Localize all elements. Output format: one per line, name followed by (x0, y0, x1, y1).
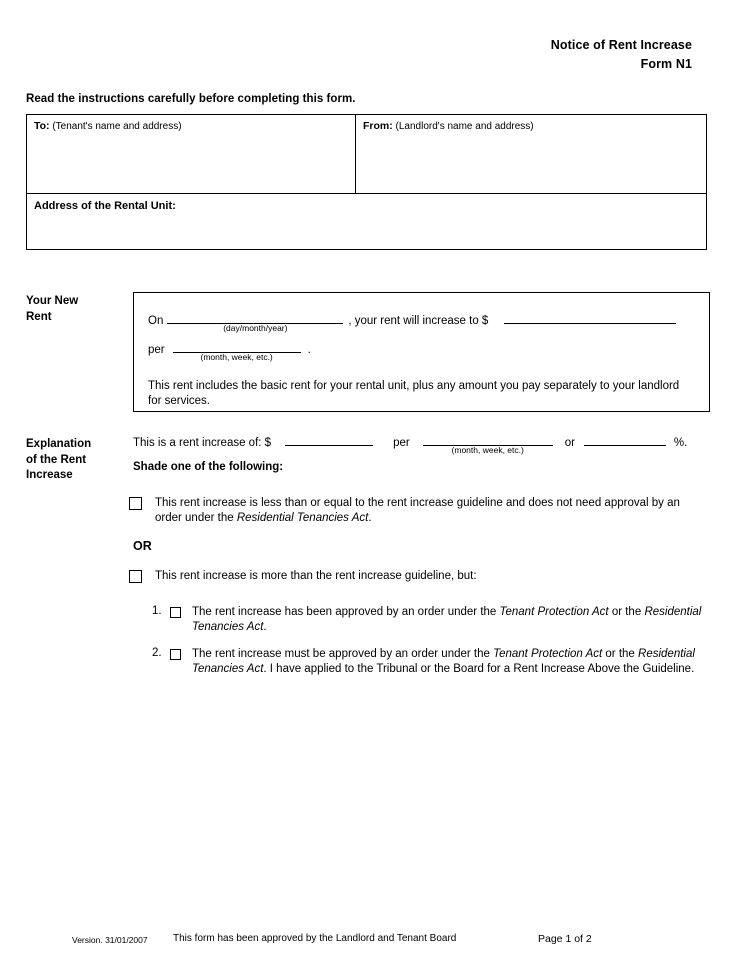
sub1-italic-rta: Residential Tenancies Act (192, 606, 702, 634)
section-label-explanation (26, 437, 130, 484)
option-more-than-guideline-text: This rent increase is more than the rent increase guideline, but: (155, 570, 477, 582)
option1-italic-rta: Residential Tenancies Act (236, 512, 369, 525)
your-new-rent-label-line2: Rent (26, 310, 52, 323)
or-divider: OR (133, 539, 152, 553)
period-input-wrap (173, 341, 301, 362)
footer-approval-text: This form has been approved by the Landlord and Tenant Board (173, 933, 457, 944)
rent-increase-amount-line (133, 434, 688, 455)
from-hint: (Landlord's name and address) (395, 121, 534, 132)
period-punctuation: . (307, 344, 311, 356)
your-new-rent-label-line1: Your New (26, 295, 79, 307)
sub-option-1-number: 1. (152, 605, 162, 617)
option-row-guideline-or-less[interactable] (129, 496, 707, 527)
to-from-row (27, 115, 706, 194)
explanation-period-hint: (month, week, etc.) (451, 445, 524, 455)
explanation-period-wrap (423, 434, 553, 455)
explanation-label-line3: Increase (26, 469, 73, 482)
sub1-part2: or the (608, 606, 645, 618)
document-header (551, 36, 692, 75)
percent-symbol: %. (673, 437, 688, 449)
explanation-per-word: per (393, 437, 410, 449)
checkbox-guideline-or-less[interactable] (129, 497, 142, 510)
new-rent-amount-input[interactable] (504, 312, 676, 324)
increase-percent-input[interactable] (584, 434, 666, 446)
page-footer (0, 932, 750, 952)
increase-to-text: , your rent will increase to $ (348, 315, 489, 327)
sub2-part3: . I have applied to the Tribunal or the Board for a Rent Increase Above the Guideline. (263, 663, 695, 676)
date-input-wrap (167, 312, 343, 333)
to-hint: (Tenant's name and address) (52, 121, 182, 132)
sub1-part3: . (263, 621, 267, 634)
sub-option-approved-by-order[interactable] (152, 605, 707, 636)
tenant-field[interactable] (27, 115, 356, 193)
sub-option-2-number: 2. (152, 647, 162, 659)
option1-part2: . (368, 512, 372, 525)
sub-option-must-be-approved[interactable] (152, 647, 707, 678)
option-guideline-or-less-text (155, 496, 707, 527)
checkbox-approved-by-order[interactable] (170, 607, 181, 618)
increase-of-text: This is a rent increase of: $ (133, 437, 272, 449)
sub2-part2: or the (602, 648, 639, 660)
footer-version: Version. 31/01/2007 (72, 935, 148, 945)
on-word: On (148, 315, 164, 327)
rent-effective-date-line (148, 312, 695, 333)
checkbox-more-than-guideline[interactable] (129, 570, 142, 583)
sub1-part1: The rent increase has been approved by an order under the (192, 606, 500, 618)
rent-inclusion-note: This rent includes the basic rent for your rental unit, plus any amount you pay separately to your landlord for services. (148, 380, 680, 408)
instruction-text: Read the instructions carefully before completing this form. (26, 93, 356, 105)
sub2-part1: The rent increase must be approved by an order under the (192, 648, 494, 660)
option1-part1: This rent increase is less than or equal to the rent increase guideline and does not need approval by an order under the (155, 497, 680, 525)
to-label: To: (34, 120, 50, 132)
sub-option-1-text (192, 605, 707, 636)
explanation-label-line1: Explanation (26, 438, 92, 450)
party-information-box (26, 114, 707, 250)
landlord-field[interactable] (356, 115, 706, 193)
rent-period-line (148, 341, 695, 362)
per-word: per (148, 344, 165, 356)
sub1-italic-tpa: Tenant Protection Act (499, 606, 609, 618)
period-hint: (month, week, etc.) (200, 352, 273, 362)
footer-page-number: Page 1 of 2 (538, 933, 592, 945)
or-word: or (564, 437, 575, 449)
from-label: From: (363, 120, 393, 132)
sub2-italic-rta: Residential Tenancies Act (192, 648, 695, 676)
address-label: Address of the Rental Unit: (34, 200, 176, 212)
rental-unit-address-field[interactable] (27, 194, 706, 212)
increase-amount-input[interactable] (285, 434, 373, 446)
document-title: Notice of Rent Increase (550, 38, 692, 52)
shade-instruction: Shade one of the following: (133, 461, 284, 473)
option-row-more-than-guideline[interactable] (129, 569, 707, 584)
explanation-label-line2: of the Rent (26, 453, 87, 466)
checkbox-must-be-approved[interactable] (170, 649, 181, 660)
sub-option-2-text (192, 647, 707, 678)
form-code: Form N1 (640, 57, 692, 72)
sub2-italic-tpa: Tenant Protection Act (493, 648, 603, 660)
section-label-your-new-rent (26, 294, 130, 325)
new-rent-box (133, 292, 710, 412)
date-hint: (day/month/year) (223, 323, 288, 333)
